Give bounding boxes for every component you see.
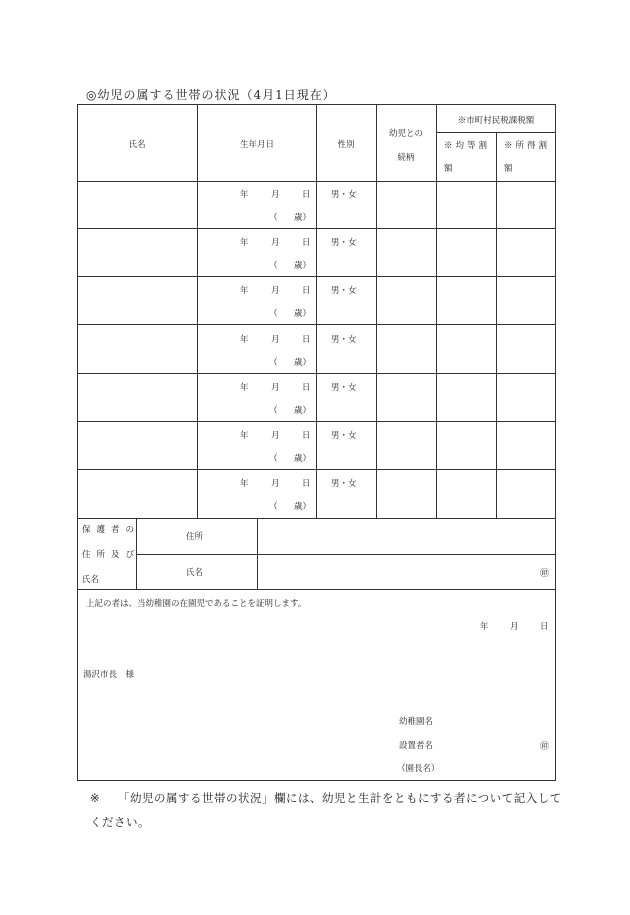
header-equal-line2: 額: [444, 164, 453, 174]
guardian-divider: [136, 554, 556, 555]
header-gender: 性別: [337, 140, 355, 150]
footnote-text: 「幼児の属する世帯の状況」欄には、幼児と生計をともにする者について記入してください。: [90, 791, 562, 829]
year-label: 年: [240, 383, 249, 393]
footnote: [90, 786, 570, 834]
col-line: [197, 105, 198, 518]
guardian-col-line: [257, 518, 258, 589]
day-label: 日: [302, 238, 311, 248]
gender-option: 男・女: [331, 238, 357, 248]
month-label: 月: [271, 190, 280, 200]
year-label: 年: [240, 335, 249, 345]
age-close: 歳）: [294, 213, 312, 223]
day-label: 日: [302, 190, 311, 200]
form-title: ◎幼児の属する世帯の状況（4月1日現在）: [86, 88, 336, 102]
age-close: 歳）: [294, 406, 312, 416]
month-label: 月: [271, 286, 280, 296]
row-line: [78, 373, 556, 374]
day-label: 日: [302, 383, 311, 393]
age-close: 歳）: [294, 358, 312, 368]
row-line: [78, 469, 556, 470]
age-open: （: [269, 358, 278, 368]
row-line: [78, 518, 556, 519]
age-open: （: [269, 502, 278, 512]
year-label: 年: [240, 431, 249, 441]
col-line: [376, 105, 377, 518]
header-income-line1: ※所得割: [504, 141, 551, 151]
addressee: 湯沢市長 様: [83, 670, 135, 680]
age-open: （: [269, 309, 278, 319]
col-line: [316, 105, 317, 518]
year-label: 年: [240, 479, 249, 489]
header-income-line2: 額: [504, 164, 513, 174]
day-label: 日: [302, 286, 311, 296]
month-label: 月: [271, 479, 280, 489]
header-tax-group: ※市町村民税課税額: [457, 116, 535, 126]
guardian-bottom-line: [78, 589, 556, 590]
cert-date-day: 日: [540, 622, 549, 632]
gender-option: 男・女: [331, 190, 357, 200]
age-close: 歳）: [294, 309, 312, 319]
cert-date-month: 月: [510, 622, 519, 632]
age-open: （: [269, 261, 278, 271]
guardian-label-line3: 氏名: [82, 575, 100, 585]
month-label: 月: [271, 431, 280, 441]
guardian-name-label: 氏名: [186, 568, 204, 578]
day-label: 日: [302, 431, 311, 441]
founder-seal-mark: ㊞: [540, 742, 550, 752]
header-equal-line1: ※均等割: [444, 141, 491, 151]
row-line: [78, 421, 556, 422]
cert-date-year: 年: [480, 622, 489, 632]
day-label: 日: [302, 335, 311, 345]
row-line: [78, 276, 556, 277]
guardian-label-line2: 住所及び: [82, 550, 141, 560]
age-close: 歳）: [294, 261, 312, 271]
age-open: （: [269, 213, 278, 223]
day-label: 日: [302, 479, 311, 489]
gender-option: 男・女: [331, 286, 357, 296]
header-bottom-line: [78, 181, 556, 182]
age-open: （: [269, 454, 278, 464]
col-line: [496, 132, 497, 518]
principal-label: （園長名）: [397, 764, 440, 774]
month-label: 月: [271, 383, 280, 393]
month-label: 月: [271, 238, 280, 248]
month-label: 月: [271, 335, 280, 345]
year-label: 年: [240, 238, 249, 248]
age-close: 歳）: [294, 454, 312, 464]
guardian-seal-mark: ㊞: [540, 569, 550, 579]
guardian-label-line1: 保護者の: [82, 525, 141, 535]
gender-option: 男・女: [331, 431, 357, 441]
year-label: 年: [240, 286, 249, 296]
gender-option: 男・女: [331, 335, 357, 345]
gender-option: 男・女: [331, 383, 357, 393]
guardian-address-label: 住所: [186, 532, 204, 542]
year-label: 年: [240, 190, 249, 200]
col-line: [436, 105, 437, 518]
header-relation-line2: 続柄: [397, 153, 415, 163]
footnote-mark: ※: [90, 791, 101, 805]
age-close: 歳）: [294, 502, 312, 512]
certificate-statement: 上記の者は、当幼稚園の在園児であることを証明します。: [86, 599, 307, 609]
age-open: （: [269, 406, 278, 416]
header-name: 氏名: [128, 140, 146, 150]
gender-option: 男・女: [331, 479, 357, 489]
founder-label: 設置者名: [399, 741, 434, 751]
header-birthdate: 生年月日: [239, 140, 275, 150]
household-form: [77, 104, 556, 781]
row-line: [78, 228, 556, 229]
header-relation-line1: 幼児との: [388, 129, 424, 139]
row-line: [78, 324, 556, 325]
school-name-label: 幼稚園名: [399, 717, 434, 727]
